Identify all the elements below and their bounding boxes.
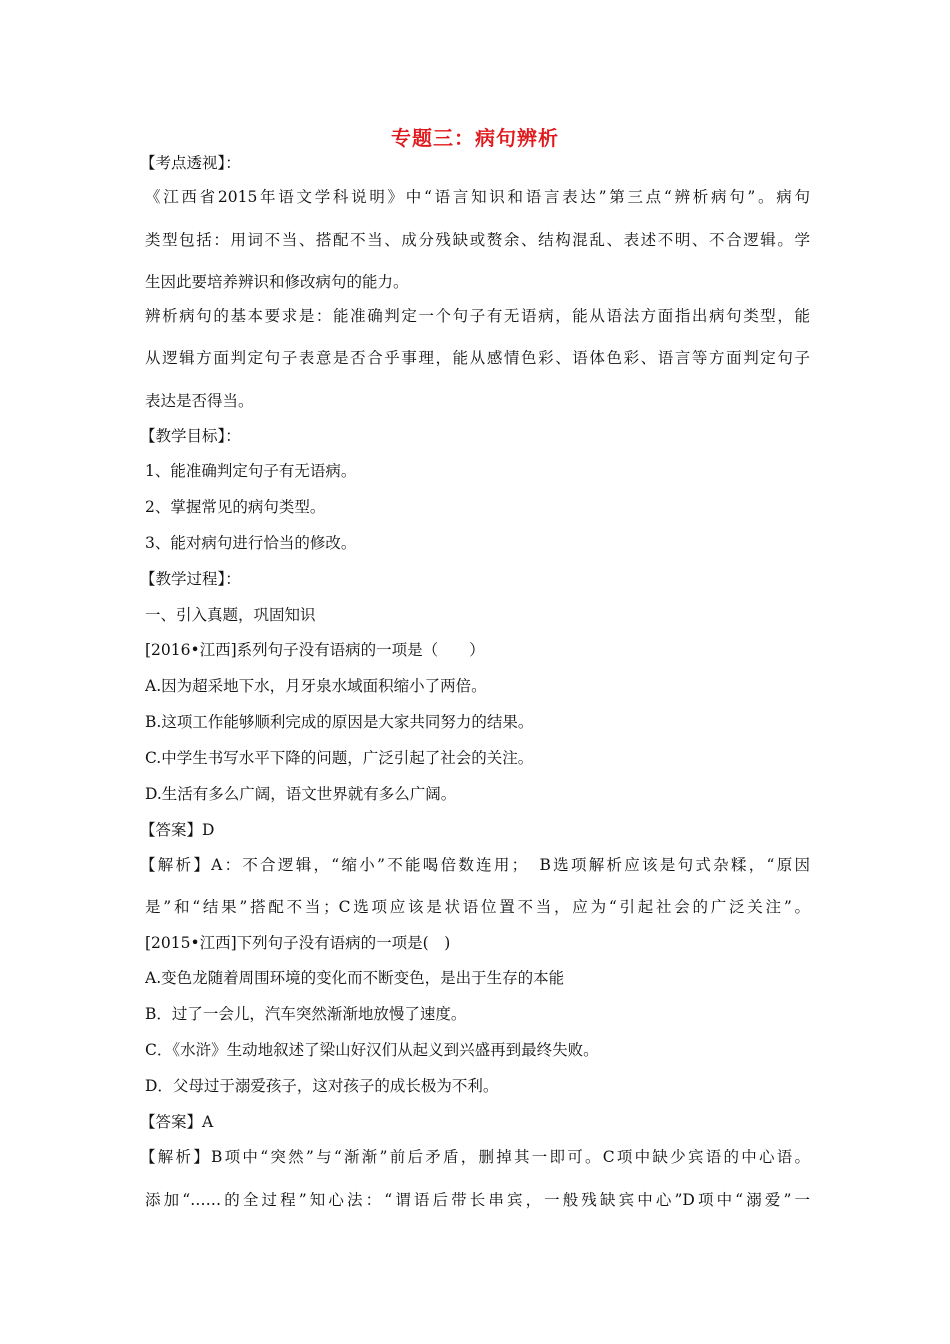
exam-points-heading: 【考点透视】： [140,154,241,172]
goal-item: 3、能对病句进行恰当的修改。 [145,534,357,552]
goals-heading: 【教学目标】： [140,427,241,445]
question-option: C．《水浒》生动地叙述了梁山好汉们从起义到兴盛再到最终失败。 [145,1041,599,1059]
answer-label: 【答案】D [140,821,215,839]
analysis-line: 添加“……的全过程”知心法：“谓语后带长串宾，一般残缺宾中心”D项中“溺爱”一 [145,1191,810,1209]
question-option: D.生活有多么广阔，语文世界就有多么广阔。 [145,785,457,803]
paragraph-line: 生因此要培养辨识和修改病句的能力。 [145,273,409,291]
paragraph-line: 从逻辑方面判定句子表意是否合乎事理，能从感情色彩、语体色彩、语言等方面判定句子 [145,349,810,367]
question-option: B．过了一会儿，汽车突然渐渐地放慢了速度。 [145,1005,467,1023]
analysis-line: 【解析】A：不合逻辑，“缩小”不能喝倍数连用； B选项解析应该是句式杂糅，“原因 [140,856,810,874]
process-heading: 【教学过程】： [140,570,241,588]
question-stem: [2015•江西]下列句子没有语病的一项是( ) [145,934,451,952]
question-option: A.因为超采地下水，月牙泉水域面积缩小了两倍。 [145,677,487,695]
goal-item: 2、掌握常见的病句类型。 [145,498,326,516]
paragraph-line: 表达是否得当。 [145,392,254,410]
process-step: 一、引入真题，巩固知识 [145,606,316,624]
analysis-line: 【解析】B项中“突然”与“渐渐”前后矛盾，删掉其一即可。C项中缺少宾语的中心语。 [140,1148,810,1166]
analysis-line: 是”和“结果”搭配不当；C选项应该是状语位置不当，应为“引起社会的广泛关注”。 [145,898,810,916]
question-option: B.这项工作能够顺利完成的原因是大家共同努力的结果。 [145,713,534,731]
question-stem: [2016•江西]系列句子没有语病的一项是（ ） [145,641,485,659]
paragraph-line: 类型包括：用词不当、搭配不当、成分残缺或赘余、结构混乱、表述不明、不合逻辑。学 [145,231,810,249]
question-option: A.变色龙随着周围环境的变化而不断变色，是出于生存的本能 [145,969,565,987]
question-option: C.中学生书写水平下降的问题，广泛引起了社会的关注。 [145,749,534,767]
question-option: D．父母过于溺爱孩子，这对孩子的成长极为不利。 [145,1077,499,1095]
paragraph-line: 辨析病句的基本要求是：能准确判定一个句子有无语病，能从语法方面指出病句类型，能 [145,307,810,325]
answer-label: 【答案】A [140,1113,214,1131]
page-title: 专题三：病句辨析 [391,126,559,150]
goal-item: 1、能准确判定句子有无语病。 [145,462,357,480]
paragraph-line: 《江西省2015年语文学科说明》中“语言知识和语言表达”第三点“辨析病句”。病句 [145,188,810,206]
